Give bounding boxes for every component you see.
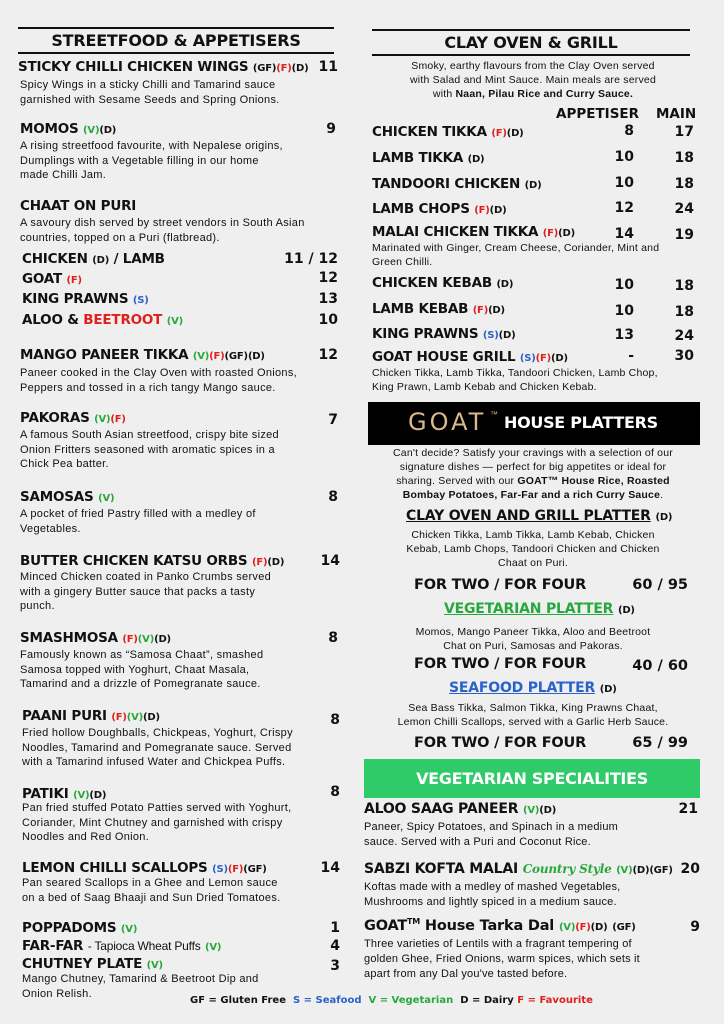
house-platters-banner: [368, 402, 700, 445]
desc-line: countries, topped on a Puri (flatbread).: [20, 231, 220, 244]
trademark-mark: TM: [407, 917, 421, 926]
tag-v: (V): [126, 712, 144, 723]
legend-d: D = Dairy: [460, 995, 514, 1006]
clay-goat-grill-desc: [372, 366, 658, 394]
desc-line: Marinated with Ginger, Cream Cheese, Coriander, Mint and: [372, 242, 660, 254]
desc-line: on a bed of Saag Bhaaji and Sun Dried Tomatoes.: [22, 891, 281, 904]
poppadoms-price: 1: [330, 920, 340, 936]
paani-puri-title: PAANI PURI: [22, 708, 107, 724]
tag-d: (D): [524, 180, 542, 191]
intro-text: with: [432, 88, 456, 100]
tag-v: (V): [120, 924, 138, 935]
tag-s: (S): [482, 330, 499, 341]
pakoras-desc: [20, 428, 279, 472]
option-name: CHICKEN: [22, 251, 88, 267]
desc-line: Sea Bass Tikka, Salmon Tikka, King Prawns Chaat,: [408, 702, 658, 714]
clay-item-chicken-kebab: [372, 275, 513, 291]
chaat-chicken-lamb-price: 11 / 12: [284, 251, 338, 267]
intro-text: .: [660, 489, 664, 501]
desc-line: Smoky, earthy flavours from the Clay Oven served: [411, 60, 655, 72]
tag-v: (V): [94, 414, 111, 425]
scallops-desc: [22, 876, 281, 905]
desc-line: made Chilli Jam.: [20, 169, 107, 181]
tarka-dal-price: 9: [690, 919, 700, 935]
col-appetiser: APPETISER: [556, 106, 640, 122]
sticky-wings-title: STICKY CHILLI CHICKEN WINGS: [18, 59, 249, 75]
item-name: KING PRAWNS: [372, 326, 479, 342]
desc-line: Momos, Mango Paneer Tikka, Aloo and Beetroot: [415, 626, 651, 638]
tag-gf: (GF): [612, 921, 636, 933]
desc-line: Peppers and tossed in a rich tangy Mango sauce.: [20, 381, 276, 394]
clay-item-tandoori-chicken: [372, 176, 541, 192]
clay-chicken-tikka-main: 17: [674, 124, 694, 140]
desc-line: Koftas made with a medley of mashed Vegetables,: [364, 881, 621, 893]
desc-line: A famous South Asian streetfood, crispy bite sized: [20, 429, 279, 441]
desc-line: Pan fried stuffed Potato Patties served with Yoghurt,: [22, 802, 292, 814]
tag-f: (F): [276, 63, 292, 74]
desc-line: Chat on Puri, Samosas and Pakoras.: [443, 640, 623, 652]
tag-d: (D): [143, 712, 160, 723]
clay-lamb-chops-main: 24: [674, 201, 694, 217]
tarka-dal-desc: [364, 937, 640, 982]
seafood-platter-desc: [366, 701, 700, 729]
desc-line: Dumplings with a Vegetable filling in our home: [20, 154, 259, 167]
item-name: CHICKEN TIKKA: [372, 124, 487, 140]
smashmosa-title: SMASHMOSA: [20, 630, 118, 646]
smashmosa-price: 8: [328, 630, 338, 646]
option-name: LAMB: [122, 251, 165, 267]
clay-item-goat-house-grill: [372, 349, 568, 365]
tag-d: (D): [488, 305, 505, 316]
tag-d: (D): [498, 330, 516, 341]
tag-d: (D): [247, 351, 265, 362]
veg-platter-price: 40 / 60: [632, 658, 688, 674]
tag-v: (V): [205, 942, 222, 953]
tag-f: (F): [542, 228, 559, 239]
pakoras-title: PAKORAS: [20, 410, 90, 426]
tag-f: (F): [122, 634, 138, 645]
smashmosa-desc: [20, 648, 263, 692]
tag-gf: (GF): [252, 63, 277, 74]
desc-line: A rising streetfood favourite, with Nepalese origins,: [20, 140, 283, 152]
patiki-name: [22, 786, 106, 802]
tag-d: (D): [539, 805, 557, 816]
legend-v: V = Vegetarian: [368, 995, 454, 1006]
poppadoms-name: [22, 920, 137, 936]
goat-brand-logo: GOAT: [408, 408, 487, 436]
tag-v: (V): [83, 125, 100, 136]
tag-d: (D): [558, 228, 575, 239]
clay-chicken-tikka-app: 8: [624, 123, 634, 139]
intro-bold: GOAT™ House Rice, Roasted: [517, 475, 670, 487]
mango-paneer-name: [20, 347, 265, 363]
pakoras-price: 7: [328, 412, 338, 428]
desc-line: Tamarind and a drizzle of Pomegranate sauce.: [20, 678, 261, 690]
tag-f: (F): [472, 305, 489, 316]
tag-v: (V): [166, 316, 183, 327]
desc-line: punch.: [20, 600, 55, 612]
katsu-orbs-name: [20, 553, 284, 569]
aloo-saag-name: [364, 801, 556, 817]
tag-v: (V): [146, 960, 163, 971]
chutney-plate-title: CHUTNEY PLATE: [22, 956, 143, 972]
desc-line: with Salad and Mint Sauce. Main meals are served: [410, 74, 656, 86]
aloo-saag-price: 21: [678, 801, 698, 817]
tag-d: (D): [267, 557, 285, 568]
desc-line: Fried hollow Doughballs, Chickpeas, Yoghurt, Crispy: [22, 727, 293, 739]
sticky-wings-desc: [20, 78, 280, 107]
tag-f: (F): [575, 921, 591, 933]
tag-f: (F): [209, 351, 225, 362]
clay-item-lamb-tikka: [372, 150, 484, 166]
tag-f: (F): [491, 128, 507, 139]
desc-line: garnished with Sesame Seeds and Spring Onions.: [20, 93, 280, 106]
desc-line: Noodles and Red Onion.: [22, 831, 150, 843]
streetfood-header: STREETFOOD & APPETISERS: [51, 31, 301, 50]
desc-line: Coriander, Mint Chutney and garnished with crispy: [22, 816, 283, 829]
chaat-option-chicken-lamb: [22, 251, 165, 267]
platters-title: HOUSE PLATTERS: [504, 413, 658, 432]
chaat-goat-price: 12: [318, 270, 338, 286]
item-name: TANDOORI CHICKEN: [372, 176, 521, 192]
veg-platter-name: [444, 601, 635, 617]
chaat-option-goat: [22, 271, 82, 287]
tag-v: (V): [137, 634, 155, 645]
desc-line: Lemon Chilli Scallops, served with a Garlic Herb Sauce.: [397, 716, 669, 728]
top-rule: [18, 27, 334, 29]
clay-malai-desc: [372, 241, 659, 269]
desc-line: Vegetables.: [20, 522, 81, 535]
platters-intro: [366, 446, 700, 502]
seafood-platter-price: 65 / 99: [632, 735, 688, 751]
chaat-option-king-prawns: [22, 291, 149, 307]
clay-header-rule: [372, 54, 690, 56]
momos-price: 9: [326, 121, 336, 137]
clay-oven-header: CLAY OVEN & GRILL: [444, 33, 618, 52]
tag-d: (D): [291, 63, 309, 74]
veg-platter-title: VEGETARIAN PLATTER: [444, 601, 614, 617]
item-name: LAMB KEBAB: [372, 301, 469, 317]
intro-bold: Bombay Potatoes, Far-Far and a rich Curry Sauce: [402, 489, 661, 501]
clay-item-malai-chicken-tikka: [372, 224, 575, 240]
tarka-dal-name: [364, 917, 636, 934]
chutney-plate-name: [22, 956, 163, 972]
mango-paneer-desc: [20, 366, 297, 395]
clay-malai-main: 19: [674, 227, 694, 243]
pakoras-name: [20, 410, 126, 426]
col-main: MAIN: [656, 106, 697, 122]
tag-d: (D): [590, 921, 608, 933]
desc-line: Onion Relish.: [22, 987, 92, 1000]
clay-item-lamb-chops: [372, 201, 507, 217]
separator: /: [113, 251, 119, 267]
paani-puri-name: [22, 708, 160, 724]
goat-word: GOAT: [364, 917, 408, 934]
smashmosa-name: [20, 630, 171, 646]
desc-line: Chicken Tikka, Lamb Tikka, Tandoori Chicken, Lamb Chop,: [372, 367, 658, 379]
option-name-beetroot: BEETROOT: [83, 312, 163, 328]
veg-platter-desc: [366, 625, 700, 653]
veg-specialities-banner: VEGETARIAN SPECIALITIES: [364, 759, 700, 798]
clay-lamb-tikka-app: 10: [614, 149, 634, 165]
clay-goat-grill-app: -: [628, 348, 634, 364]
country-style-label: Country Style: [522, 862, 612, 876]
katsu-orbs-title: BUTTER CHICKEN KATSU ORBS: [20, 553, 248, 569]
desc-line: with a gingery Butter sauce that packs a tasty: [20, 585, 256, 598]
clay-item-chicken-tikka: [372, 124, 524, 140]
clay-platter-serving: FOR TWO / FOR FOUR: [414, 577, 587, 593]
aloo-saag-title: ALOO SAAG PANEER: [364, 801, 519, 817]
clay-tandoori-app: 10: [614, 175, 634, 191]
clay-item-lamb-kebab: [372, 301, 505, 317]
clay-lamb-kebab-main: 18: [674, 304, 694, 320]
clay-platter-title: CLAY OVEN AND GRILL PLATTER: [406, 508, 651, 524]
tag-f: (F): [227, 864, 244, 875]
desc-line: Minced Chicken coated in Panko Crumbs served: [20, 571, 272, 583]
tag-d: (D): [496, 279, 514, 290]
far-far-price: 4: [330, 938, 340, 954]
clay-king-prawns-main: 24: [674, 328, 694, 344]
legend-s: S = Seafood: [292, 995, 362, 1006]
katsu-orbs-price: 14: [320, 553, 340, 569]
clay-top-rule: [372, 29, 690, 31]
desc-line: Pan seared Scallops in a Ghee and Lemon sauce: [22, 877, 278, 889]
desc-line: golden Ghee, Fried Onions, warm spices, which sets it: [364, 953, 640, 965]
clay-lamb-tikka-main: 18: [674, 150, 694, 166]
patiki-desc: [22, 801, 291, 845]
item-name: MALAI CHICKEN TIKKA: [372, 224, 539, 240]
intro-text: sharing. Served with our: [396, 475, 518, 487]
tag-d: (D): [599, 684, 617, 695]
desc-line: King Prawn, Lamb Kebab and Chicken Kebab.: [372, 381, 597, 393]
tag-v: (V): [522, 805, 540, 816]
clay-goat-grill-main: 30: [674, 348, 694, 364]
chaat-option-aloo-beetroot: [22, 312, 183, 328]
tag-d: (D): [632, 865, 650, 876]
patiki-title: PATIKI: [22, 786, 69, 802]
tag-gf: (GF): [649, 865, 673, 876]
seafood-platter-name: [449, 680, 617, 696]
clay-tandoori-main: 18: [674, 176, 694, 192]
tag-d: (D): [617, 605, 635, 616]
tag-v: (V): [616, 865, 633, 876]
tag-v: (V): [98, 493, 115, 504]
tag-v: (V): [192, 351, 210, 362]
intro-bold: Naan, Pilau Rice and Curry Sauce.: [455, 88, 634, 100]
trademark-mark: ™: [490, 410, 498, 419]
desc-line: A savoury dish served by street vendors in South Asian: [20, 217, 305, 229]
sabzi-kofta-title: SABZI KOFTA MALAI: [364, 861, 519, 877]
desc-line: Chick Pea batter.: [20, 458, 109, 470]
sticky-wings-name: [18, 59, 309, 75]
option-name: GOAT: [22, 271, 63, 287]
momos-name: [20, 121, 116, 137]
sticky-wings-price: 11: [318, 59, 338, 75]
item-name: GOAT HOUSE GRILL: [372, 349, 516, 365]
desc-line: [366, 87, 700, 101]
far-far-name: [22, 938, 221, 954]
paani-puri-price: 8: [330, 712, 340, 728]
tag-s: (S): [519, 353, 536, 364]
desc-line: Three varieties of Lentils with a fragrant tempering of: [364, 938, 632, 950]
tag-gf: (GF): [224, 351, 248, 362]
mango-paneer-price: 12: [318, 347, 338, 363]
desc-line: sauce. Served with a Puri and Coconut Rice.: [364, 836, 591, 848]
clay-chicken-kebab-main: 18: [674, 278, 694, 294]
chaat-aloo-beetroot-price: 10: [318, 312, 338, 328]
samosas-name: [20, 489, 114, 505]
far-far-title: FAR-FAR: [22, 938, 84, 954]
samosas-price: 8: [328, 489, 338, 505]
tag-d: (D): [655, 512, 673, 523]
samosas-title: SAMOSAS: [20, 489, 94, 505]
tag-d: (D): [92, 255, 110, 266]
clay-lamb-kebab-app: 10: [614, 303, 634, 319]
sabzi-kofta-desc: [364, 880, 620, 910]
chaat-name: CHAAT ON PURI: [20, 198, 137, 214]
scallops-title: LEMON CHILLI SCALLOPS: [22, 860, 208, 876]
katsu-orbs-desc: [20, 570, 271, 614]
momos-desc: [20, 139, 283, 183]
clay-king-prawns-app: 13: [614, 327, 634, 343]
desc-line: Paneer cooked in the Clay Oven with roasted Onions,: [20, 367, 298, 379]
veg-platter-serving: FOR TWO / FOR FOUR: [414, 656, 587, 672]
tag-f: (F): [474, 205, 490, 216]
desc-line: [366, 488, 700, 502]
mango-paneer-title: MANGO PANEER TIKKA: [20, 347, 189, 363]
poppadoms-title: POPPADOMS: [22, 920, 117, 936]
tag-v: (V): [73, 790, 90, 801]
momos-title: MOMOS: [20, 121, 79, 137]
seafood-platter-serving: FOR TWO / FOR FOUR: [414, 735, 587, 751]
desc-line: Mango Chutney, Tamarind & Beetroot Dip and: [22, 973, 259, 985]
desc-line: with a Tamarind infused Water and Chickpea Puffs.: [22, 756, 286, 768]
tag-f: (F): [251, 557, 268, 568]
streetfood-header-rule: [18, 52, 334, 54]
samosas-desc: [20, 507, 256, 536]
tag-f: (F): [111, 712, 127, 723]
legend-f: F = Favourite: [517, 995, 593, 1006]
desc-line: Paneer, Spicy Potatoes, and Spinach in a medium: [364, 821, 618, 833]
scallops-name: [22, 860, 267, 876]
desc-line: Kebab, Lamb Chops, Tandoori Chicken and Chicken: [406, 543, 660, 555]
tag-d: (D): [489, 205, 507, 216]
sabzi-kofta-name: [364, 861, 673, 877]
option-name: KING PRAWNS: [22, 291, 129, 307]
clay-platter-price: 60 / 95: [632, 577, 688, 593]
legend-gf: GF = Gluten Free: [190, 995, 286, 1006]
desc-line: Mushrooms and lightly spiced in a medium sauce.: [364, 896, 617, 908]
chaat-king-prawns-price: 13: [318, 291, 338, 307]
option-name: ALOO &: [22, 312, 79, 328]
tag-f: (F): [110, 414, 126, 425]
desc-line: Spicy Wings in a sticky Chilli and Tamarind sauce: [20, 79, 276, 91]
patiki-price: 8: [330, 784, 340, 800]
desc-line: A pocket of fried Pastry filled with a medley of: [20, 508, 256, 520]
tag-gf: (GF): [243, 864, 267, 875]
item-name: CHICKEN KEBAB: [372, 275, 492, 291]
seafood-platter-title: SEAFOOD PLATTER: [449, 680, 596, 696]
tag-v: (V): [558, 921, 576, 933]
dietary-legend: [190, 995, 593, 1006]
tag-d: (D): [89, 790, 107, 801]
clay-platter-desc: [366, 528, 700, 570]
desc-line: Chicken Tikka, Lamb Tikka, Lamb Kebab, Chicken: [411, 529, 655, 541]
clay-lamb-chops-app: 12: [614, 200, 634, 216]
desc-line: Chaat on Puri.: [498, 557, 568, 569]
far-far-subtitle: - Tapioca Wheat Puffs: [87, 939, 201, 953]
tag-f: (F): [535, 353, 552, 364]
desc-line: Can't decide? Satisfy your cravings with a selection of our: [393, 447, 673, 459]
clay-intro: [366, 59, 700, 101]
desc-line: Onion Fritters seasoned with aromatic spices in a: [20, 443, 275, 456]
aloo-saag-desc: [364, 820, 618, 850]
item-name: LAMB TIKKA: [372, 150, 464, 166]
clay-malai-app: 14: [614, 226, 634, 242]
paani-puri-desc: [22, 726, 293, 770]
desc-line: Green Chilli.: [372, 256, 433, 268]
tag-d: (D): [467, 154, 485, 165]
tag-d: (D): [506, 128, 524, 139]
clay-item-king-prawns: [372, 326, 516, 342]
tarka-dal-title: House Tarka Dal: [420, 917, 555, 934]
tag-d: (D): [154, 634, 171, 645]
desc-line: [366, 474, 700, 488]
tag-f: (F): [66, 275, 82, 286]
tag-d: (D): [99, 125, 117, 136]
tag-d: (D): [551, 353, 568, 364]
chaat-desc: [20, 216, 305, 245]
desc-line: Noodles, Tamarind and Pomegranate sauce. Served: [22, 741, 292, 754]
desc-line: Samosa topped with Yoghurt, Chaat Masala,: [20, 663, 250, 676]
tag-s: (S): [212, 864, 228, 875]
item-name: LAMB CHOPS: [372, 201, 470, 217]
scallops-price: 14: [320, 860, 340, 876]
desc-line: Famously known as “Samosa Chaat”, smashed: [20, 649, 264, 661]
sabzi-kofta-price: 20: [680, 861, 700, 877]
desc-line: apart from any Dal you've tasted before.: [364, 968, 568, 980]
clay-platter-name: [406, 508, 672, 524]
clay-chicken-kebab-app: 10: [614, 277, 634, 293]
desc-line: signature dishes — perfect for big appetites or ideal for: [399, 461, 667, 473]
chutney-plate-price: 3: [330, 958, 340, 974]
tag-s: (S): [132, 295, 149, 306]
